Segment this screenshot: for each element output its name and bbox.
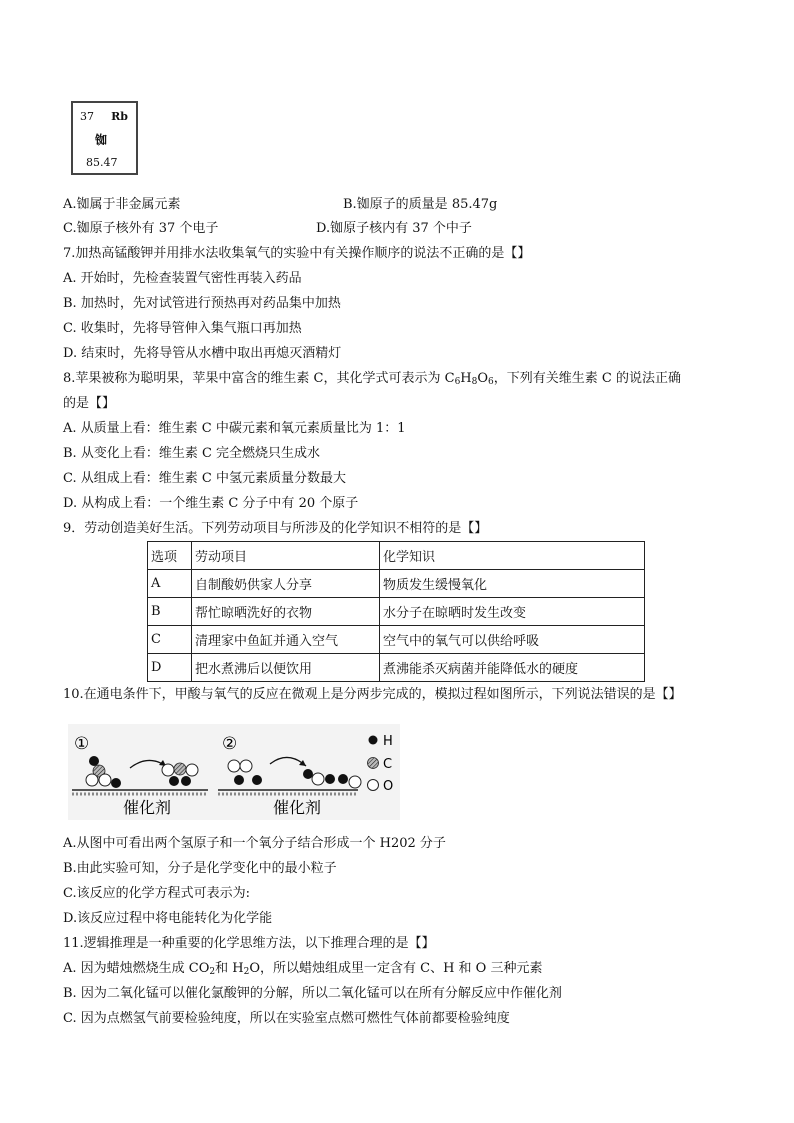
q6-option-c: C.铷原子核外有 37 个电子 [63, 221, 219, 236]
q8-sub-3: 6 [488, 377, 494, 387]
q7-stem: 7.加热高锰酸钾并用排水法收集氧气的实验中有关操作顺序的说法不正确的是【】 [63, 246, 531, 261]
q8-stem [63, 371, 681, 390]
q6-option-b: B.铷原子的质量是 85.47g [343, 197, 498, 212]
q8-option-c: C. 从组成上看：维生素 C 中氢元素质量分数最大 [63, 471, 346, 486]
carbon-atom-icon [368, 758, 379, 769]
q6-option-a: A.铷属于非金属元素 [63, 197, 181, 212]
q11-option-b: B. 因为二氧化锰可以催化氯酸钾的分解，所以二氧化锰可以在所有分解反应中作催化剂 [63, 986, 562, 1001]
table-row [148, 626, 645, 654]
q11-option-a-sub-2: 2 [243, 967, 250, 977]
legend-label-c: C [383, 757, 393, 772]
table-cell: D [148, 654, 192, 682]
q8-option-b: B. 从变化上看：维生素 C 完全燃烧只生成水 [63, 446, 321, 461]
table-header-cell: 劳动项目 [192, 542, 380, 570]
oxygen-atom-icon [368, 780, 379, 791]
q8-mid-2: O [477, 371, 489, 386]
q11-option-a-sub-1: 2 [209, 967, 216, 977]
table-header-row [148, 542, 645, 570]
q10-option-b: B.由此实验可知，分子是化学变化中的最小粒子 [63, 861, 337, 876]
q6-option-d: D.铷原子核内有 37 个中子 [316, 221, 472, 236]
legend-label-h: H [383, 734, 393, 749]
element-symbol: Rb [111, 110, 128, 123]
table-header-cell: 化学知识 [380, 542, 645, 570]
catalyst-label-1: 催化剂 [123, 798, 172, 817]
q8-sub-2: 8 [471, 377, 478, 387]
q11-option-a-pre: A. 因为蜡烛燃烧生成 CO [63, 961, 210, 976]
element-name: 铷 [95, 133, 108, 147]
q10-option-d: D.该反应过程中将电能转化为化学能 [63, 911, 273, 926]
q8-sub-1: 6 [454, 377, 461, 387]
q7-option-d: D. 结束时，先将导管从水槽中取出再熄灭酒精灯 [63, 346, 342, 361]
q9-table [147, 541, 645, 682]
table-cell: C [148, 626, 192, 654]
q7-option-c: C. 收集时，先将导管伸入集气瓶口再加热 [63, 321, 302, 336]
legend-label-o: O [383, 779, 394, 794]
element-tile-rubidium [71, 101, 138, 175]
table-cell: 清理家中鱼缸并通入空气 [192, 626, 380, 654]
atomic-mass: 85.47 [86, 156, 118, 169]
q8-stem-pre: 8.苹果被称为聪明果，苹果中富含的维生素 C，其化学式可表示为 C [63, 371, 455, 386]
q11-option-a [63, 961, 542, 980]
step-2-label: ② [222, 734, 238, 754]
q11-stem: 11.逻辑推理是一种重要的化学思维方法，以下推理合理的是【】 [63, 936, 435, 951]
table-cell: 自制酸奶供家人分享 [192, 570, 380, 598]
q10-stem: 10.在通电条件下，甲酸与氧气的反应在微观上是分两步完成的，模拟过程如图所示，下列说法错误的是【】 [63, 687, 682, 702]
hydrogen-atom-icon [369, 736, 378, 745]
table-cell: 煮沸能杀灭病菌并能降低水的硬度 [380, 654, 645, 682]
q8-option-a: A. 从质量上看：维生素 C 中碳元素和氧元素质量比为 1：1 [63, 421, 406, 436]
q11-option-c: C. 因为点燃氢气前要检验纯度，所以在实验室点燃可燃性气体前都要检验纯度 [63, 1011, 510, 1026]
table-row [148, 654, 645, 682]
table-cell: 物质发生缓慢氧化 [380, 570, 645, 598]
table-cell: 水分子在晾晒时发生改变 [380, 598, 645, 626]
table-cell: 把水煮沸后以便饮用 [192, 654, 380, 682]
table-cell: 空气中的氧气可以供给呼吸 [380, 626, 645, 654]
q7-option-b: B. 加热时，先对试管进行预热再对药品集中加热 [63, 296, 341, 311]
table-row [148, 598, 645, 626]
atomic-number: 37 [80, 110, 94, 123]
catalyst-label-2: 催化剂 [273, 798, 322, 817]
q7-option-a: A. 开始时，先检查装置气密性再装入药品 [63, 271, 302, 286]
table-row [148, 570, 645, 598]
q9-stem: 9．劳动创造美好生活。下列劳动项目与所涉及的化学知识不相符的是【】 [63, 521, 488, 536]
table-cell: A [148, 570, 192, 598]
q8-option-d: D. 从构成上看：一个维生素 C 分子中有 20 个原子 [63, 496, 359, 511]
q10-option-c: C.该反应的化学方程式可表示为: [63, 886, 250, 901]
reaction-diagram [68, 724, 400, 820]
table-cell: B [148, 598, 192, 626]
q11-option-a-post: O，所以蜡烛组成里一定含有 C、H 和 O 三种元素 [249, 961, 543, 976]
q8-stem-post: ，下列有关维生素 C 的说法正确 [493, 371, 681, 386]
q11-option-a-mid: 和 H [215, 961, 244, 976]
table-cell: 帮忙晾晒洗好的衣物 [192, 598, 380, 626]
table-header-cell: 选项 [148, 542, 192, 570]
step-1-label: ① [74, 734, 90, 754]
q8-stem-line2: 的是【】 [63, 396, 116, 411]
q10-option-a: A.从图中可看出两个氢原子和一个氧分子结合形成一个 H202 分子 [63, 836, 446, 851]
q8-mid-1: H [460, 371, 472, 386]
